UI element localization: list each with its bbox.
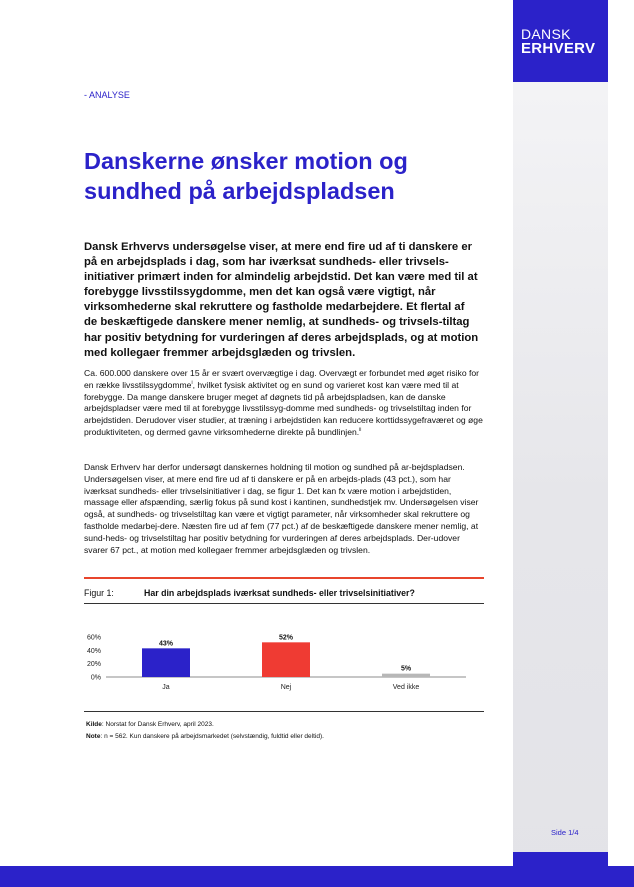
p1-text-b: , hvilket fysisk aktivitet og en sund og varieret kost kan være med til at forebygge. Da mange danskere bruger meget af døgnets tid på arbejdspladsen, kan de danske arbejdspladser være med til at forebygge livsstilssyg-domme med sundheds- og trivselstiltag inden for arbejdstiden. Derudover viser studier, at træning i arbejdstiden kan reducere korttidssygefraværet og øge produktiviteten, og dermed gavne virksomhederne direkte på bundlinjen. [84,379,483,437]
y-tick-label: 40% [86,647,101,655]
page-title: Danskerne ønsker motion og sundhed på arbejdspladsen [84,148,408,204]
figure-top-rule [84,577,484,579]
footer-sidebar-block [513,852,608,887]
logo[interactable] [513,0,608,82]
logo-line-2: ERHVERV [521,40,596,57]
footnote-ref-2[interactable]: ii [359,427,362,434]
sidebar-band [513,0,608,887]
bar [142,648,190,677]
note-label: Note [86,733,101,740]
p1-text-a: Ca. 600.000 danskere over 15 år er svært overvægtige i dag. Overvægt er forbundet med øget risiko for en række livsstilssygdomme [84,368,480,390]
x-tick-label: Ja [162,684,170,691]
page-number: Side 1/4 [551,828,579,837]
x-tick-label: Ved ikke [392,684,420,691]
figure-label: Figur 1: [84,588,114,598]
y-tick-label: 0% [90,674,101,682]
footnote-ref-1[interactable]: i [191,379,193,386]
bar [262,642,310,677]
section-kicker: - ANALYSE [84,90,130,100]
data-label: 5% [400,665,412,673]
figure-title: Har din arbejdsplads iværksat sundheds- eller trivselsinitiativer? [144,588,415,598]
bar [382,674,430,677]
data-label: 52% [278,634,294,642]
figure-source [86,721,214,728]
figure-note [86,733,324,740]
logo-line-1: DANSK [521,26,571,42]
bar-chart [80,628,480,694]
y-tick-label: 60% [86,634,101,642]
source-text: : Norstat for Dansk Erhverv, april 2023. [101,721,214,728]
figure-bottom-rule [84,711,484,712]
source-label: Kilde [86,721,102,728]
y-tick-label: 20% [86,661,101,669]
body-paragraph-2: Dansk Erhverv har derfor undersøgt danskernes holdning til motion og sundhed på ar-bejdspladsen. Undersøgelsen viser, at mere end fire ud af ti danskere er på en arbejds-plads (43 pct.), som har iværksat sundheds- eller trivselsinitiativer i dag, se figur 1. Det kan fx være motion i arbejdstiden, massage eller afspænding, særlig fokus på sund kost i kantinen, sundhedstjek mv. Undersøgelsen viser også, at sundheds- og trivselstiltag kan være et vigtigt parameter, når virksomheder skal rekruttere og fastholde medarbej-dere. Næsten fire ud af fem (77 pct.) af de beskæftigede danskere mener nemlig, at sund-heds- og trivselstiltag har positiv betydning for vurderingen af deres arbejdsplads. Der-udover svarer 67 pct., at motion med kollegaer fremmer arbejdsglæden og trivslen. [84,462,479,555]
figure-title-rule [84,603,484,604]
lead-paragraph: Dansk Erhvervs undersøgelse viser, at mere end fire ud af ti danskere er på en arbejdsplads i dag, som har iværksat sundheds- eller trivsels-initiativer primært inden for almindelig arbejdstid. Det kan være med til at forebygge livsstilssygdomme, men det kan også være vigtigt, når virksomhederne skal rekruttere og fastholde medarbejdere. Et flertal af de beskæftigede danskere mener nemlig, at sundheds- og trivsels-tiltag har positiv betydning for vurderingen af deres arbejdsplads, og at motion med kollegaer fremmer arbejdsglæden og trivslen. [84,241,479,359]
data-label: 43% [158,640,174,648]
note-text: : n = 562. Kun danskere på arbejdsmarkedet (selvstændig, fuldtid eller deltid). [100,733,324,740]
x-tick-label: Nej [280,684,292,691]
body-paragraph-1 [84,368,484,439]
